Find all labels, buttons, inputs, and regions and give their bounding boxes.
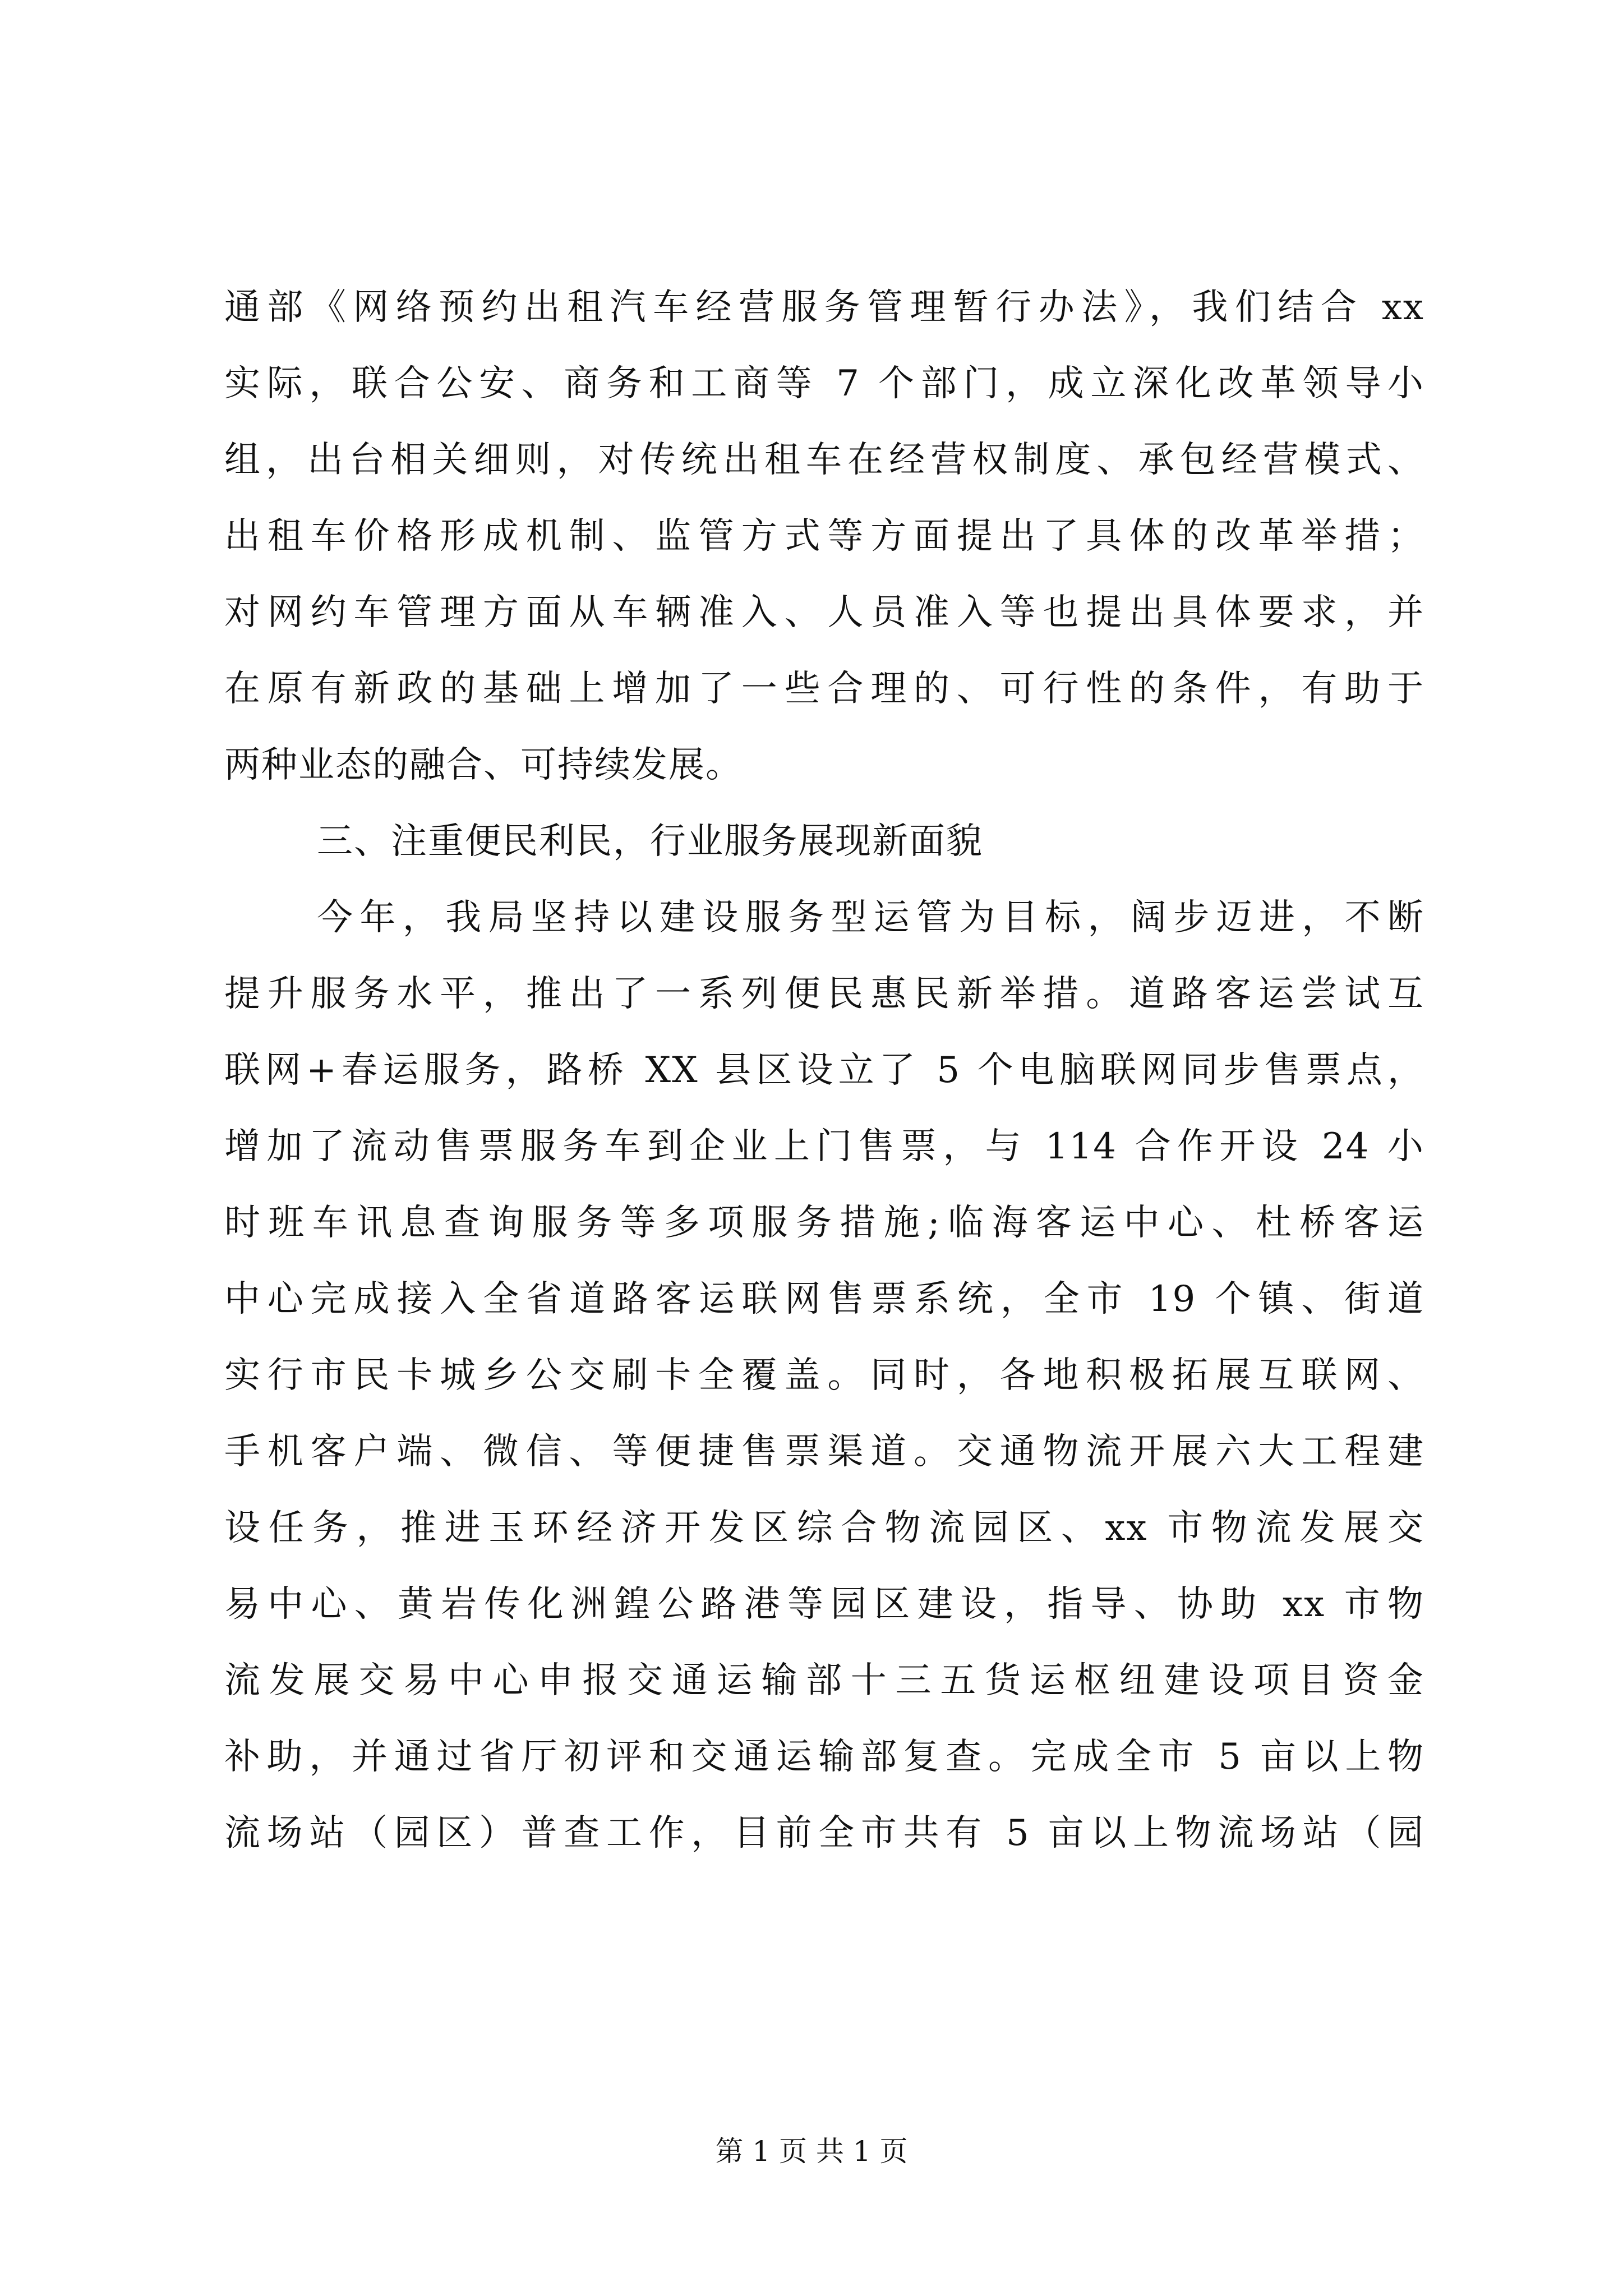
paragraph-line: 补助，并通过省厅初评和交通运输部复查。完成全市 5 亩以上物 xyxy=(224,1736,1424,1778)
paragraph-line: 时班车讯息查询服务等多项服务措施;临海客运中心、杜桥客运 xyxy=(224,1202,1424,1244)
paragraph-line: 联网+春运服务，路桥 XX 县区设立了 5 个电脑联网同步售票点， xyxy=(224,1050,1424,1091)
paragraph-line: 今年，我局坚持以建设服务型运管为目标，阔步迈进，不断 xyxy=(317,897,1424,938)
paragraph-line: 手机客户端、微信、等便捷售票渠道。交通物流开展六大工程建 xyxy=(224,1431,1424,1473)
paragraph-line: 实行市民卡城乡公交刷卡全覆盖。同时，各地积极拓展互联网、 xyxy=(224,1355,1424,1396)
paragraph-line: 流发展交易中心申报交通运输部十三五货运枢纽建设项目资金 xyxy=(224,1660,1424,1701)
paragraph-line: 流场站（园区）普查工作，目前全市共有 5 亩以上物流场站（园 xyxy=(224,1812,1424,1854)
paragraph-line: 中心完成接入全省道路客运联网售票系统，全市 19 个镇、街道 xyxy=(224,1278,1424,1320)
paragraph-line: 在原有新政的基础上增加了一些合理的、可行性的条件，有助于 xyxy=(224,668,1424,710)
paragraph-line: 易中心、黄岩传化洲鍠公路港等园区建设，指导、协助 xx 市物 xyxy=(224,1584,1424,1625)
paragraph-line: 两种业态的融合、可持续发展。 xyxy=(224,744,743,786)
paragraph-line: 实际，联合公安、商务和工商等 7 个部门，成立深化改革领导小 xyxy=(224,363,1424,404)
paragraph-line: 出租车价格形成机制、监管方式等方面提出了具体的改革举措； xyxy=(224,516,1424,557)
page-number: 第 1 页 共 1 页 xyxy=(715,2135,908,2168)
paragraph-line: 增加了流动售票服务车到企业上门售票，与 114 合作开设 24 小 xyxy=(224,1126,1424,1167)
paragraph-line: 对网约车管理方面从车辆准入、人员准入等也提出具体要求，并 xyxy=(224,592,1424,633)
paragraph-line: 组，出台相关细则，对传统出租车在经营权制度、承包经营模式、 xyxy=(224,439,1424,481)
paragraph-line: 提升服务水平，推出了一系列便民惠民新举措。道路客运尝试互 xyxy=(224,973,1424,1015)
section-heading: 三、注重便民利民，行业服务展现新面貌 xyxy=(317,821,983,862)
paragraph-line: 通部《网络预约出租汽车经营服务管理暂行办法》，我们结合 xx xyxy=(224,287,1424,328)
paragraph-line: 设任务，推进玉环经济开发区综合物流园区、xx 市物流发展交 xyxy=(224,1507,1424,1549)
document-body xyxy=(224,269,1424,1871)
page-footer xyxy=(0,2132,1623,2171)
